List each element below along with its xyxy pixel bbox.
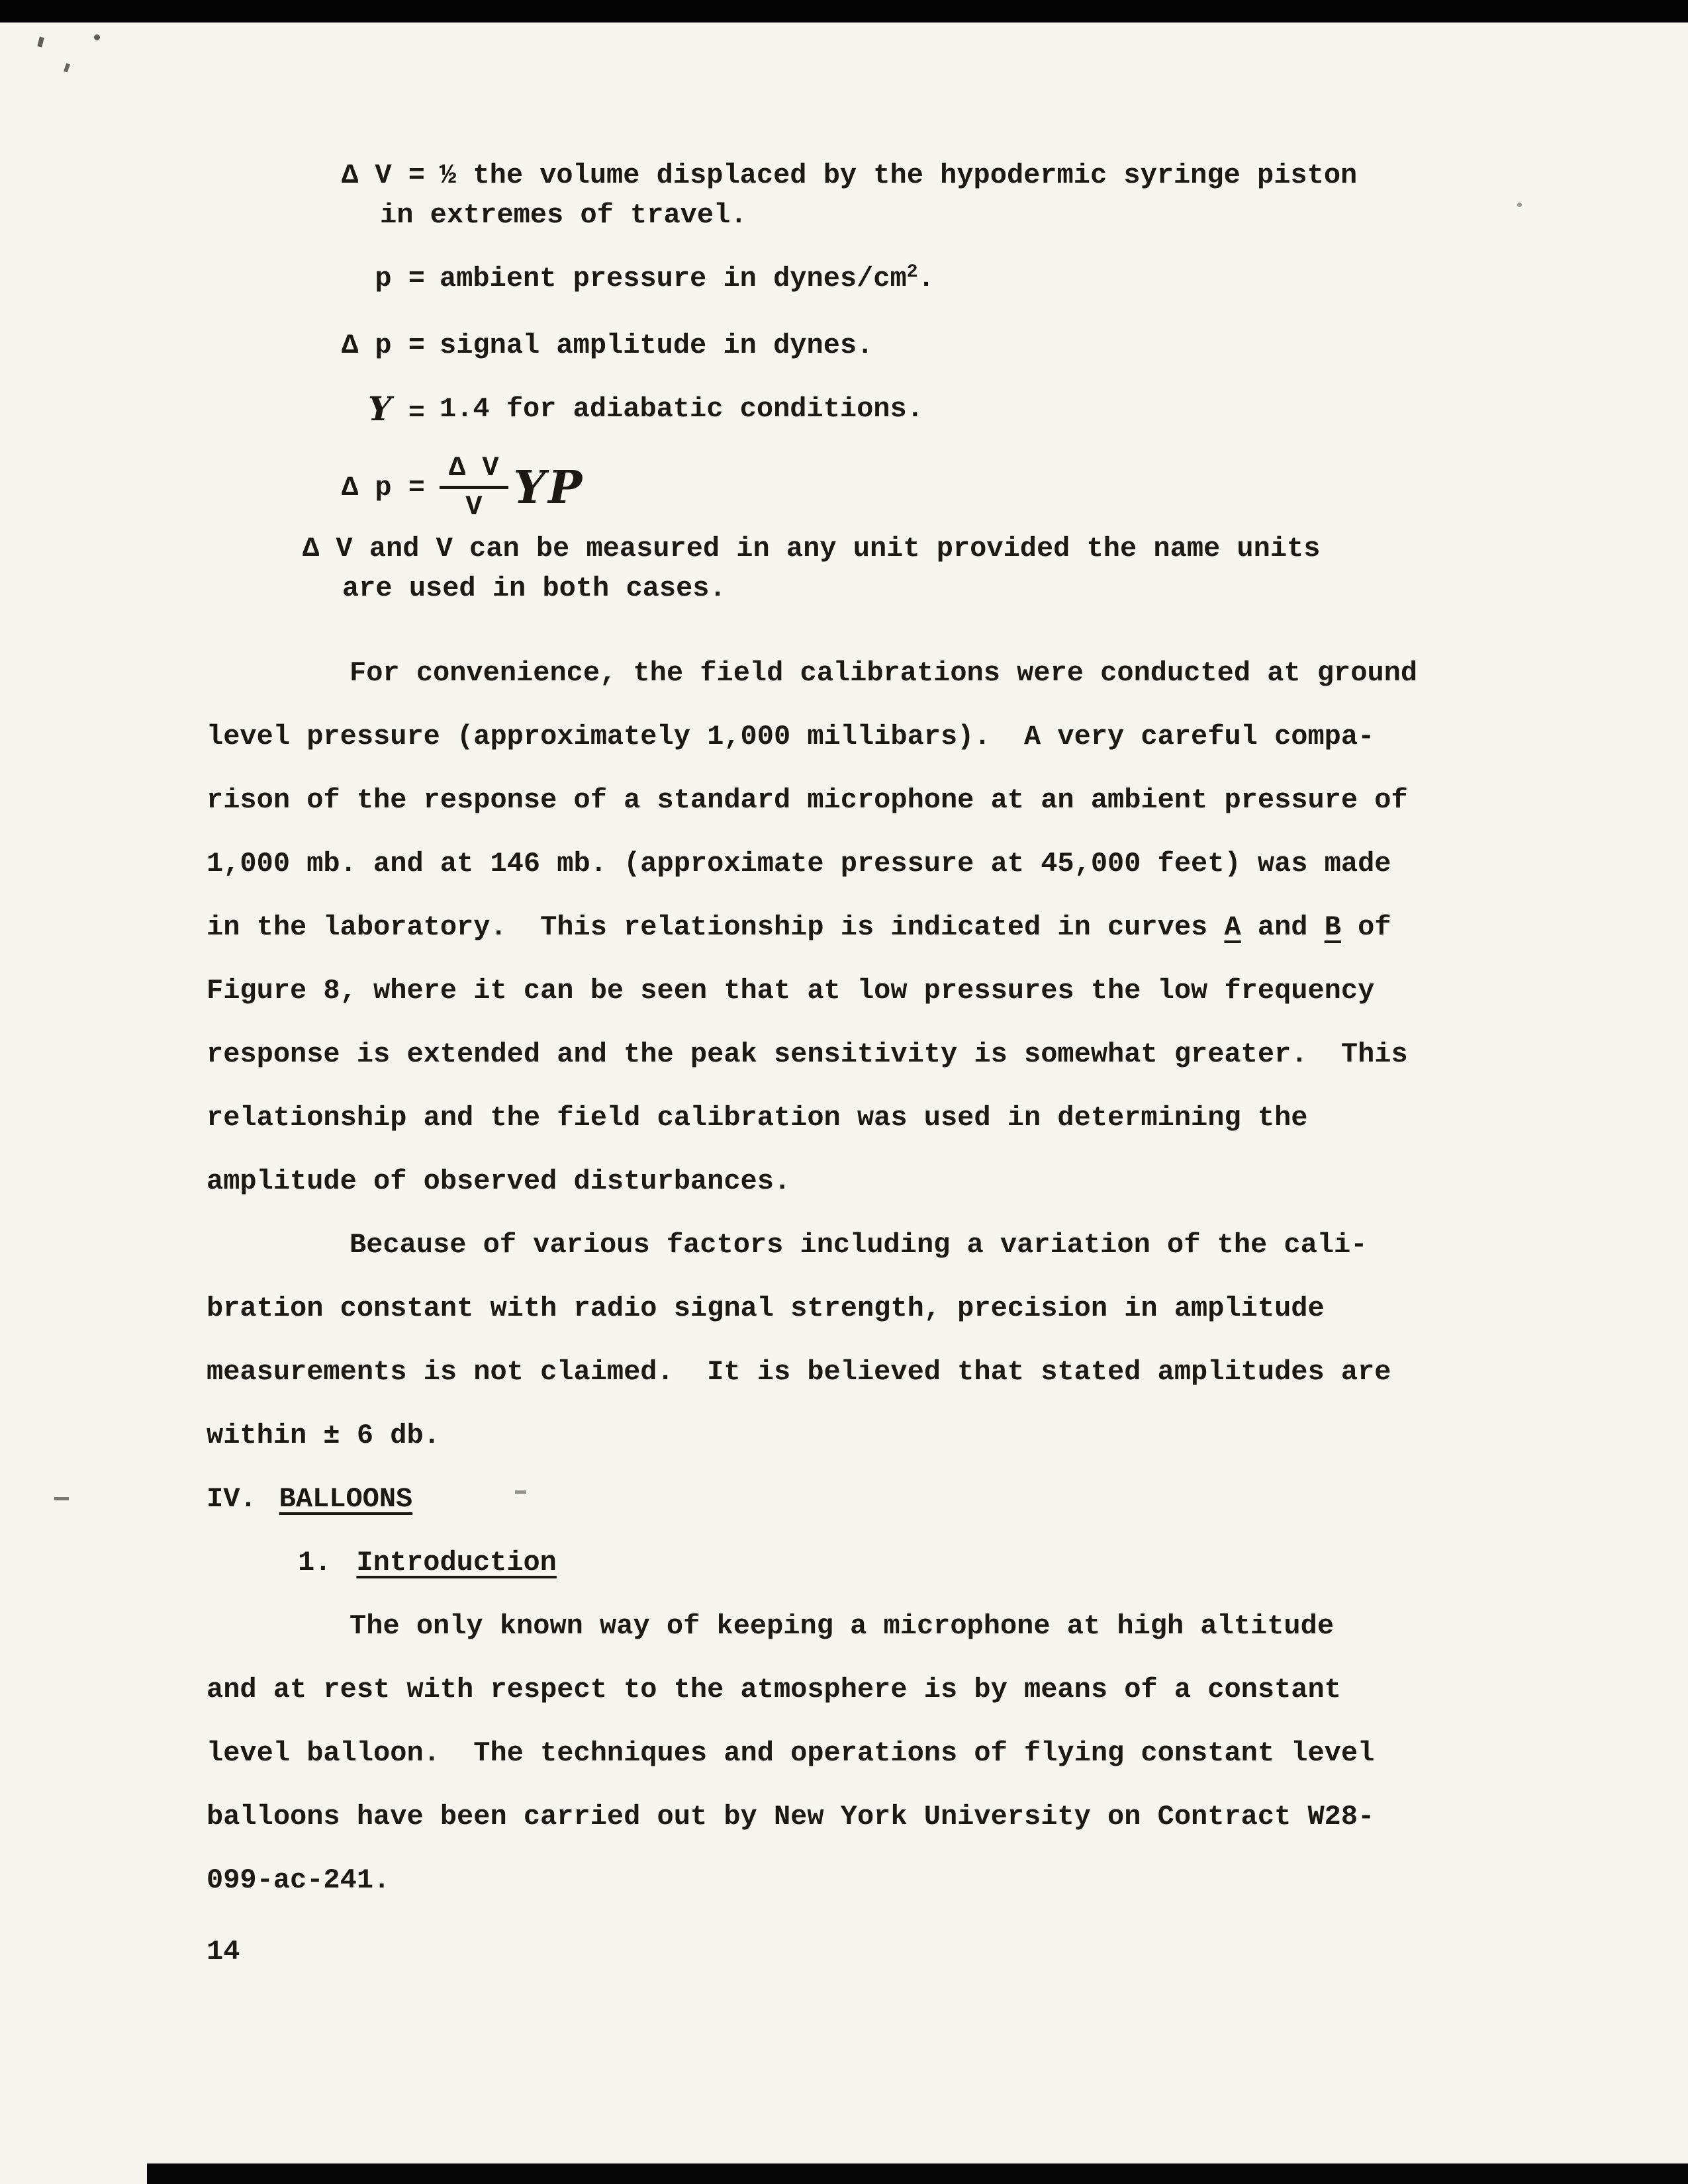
scan-speckle <box>1517 203 1522 207</box>
formula-gamma-p: ΥP <box>513 461 585 514</box>
definition-pressure <box>207 259 1464 302</box>
text-line: level pressure (approximately 1,000 millibars). A very careful compa- <box>207 721 1375 752</box>
scan-edge-top <box>0 0 1688 23</box>
paragraph-field-calibration <box>207 641 1464 1213</box>
definition-delta-p <box>207 326 1464 365</box>
subsection-heading-introduction <box>207 1531 1464 1594</box>
text-line: level balloon. The techniques and operations of flying constant level <box>207 1737 1375 1769</box>
paragraph-balloons-introduction <box>207 1594 1464 1912</box>
section-heading-balloons <box>207 1467 1464 1531</box>
gamma-symbol: Υ <box>367 389 392 428</box>
section-numeral: IV. <box>207 1483 257 1515</box>
definition-delta-v-continuation: in extremes of travel. <box>380 199 747 231</box>
pressure-amplitude-formula <box>207 453 1464 522</box>
text-line: 099-ac-241. <box>207 1864 391 1896</box>
definition-symbol: Δ p = <box>341 330 425 361</box>
scan-edge-bottom <box>147 2163 1688 2184</box>
text-line: rison of the response of a standard microphone at an ambient pressure of <box>207 784 1408 816</box>
fraction-numerator: Δ V <box>440 453 508 489</box>
formula-lhs: Δ p = <box>341 471 425 504</box>
scan-speckle <box>94 34 100 40</box>
curve-b-label: B <box>1324 911 1341 943</box>
fraction-denominator: V <box>465 491 483 523</box>
text-line: For convenience, the field calibrations were conducted at ground <box>350 657 1418 689</box>
text-line: measurements is not claimed. It is believed that stated amplitudes are <box>207 1356 1391 1388</box>
superscript-two: 2 <box>906 262 918 283</box>
definition-text: ½ the volume displaced by the hypodermic syringe piston <box>440 159 1358 191</box>
formula-note-line-2: are used in both cases. <box>342 572 726 604</box>
text-line: relationship and the field calibration was used in determining the <box>207 1102 1308 1134</box>
text-line: bration constant with radio signal strength, precision in amplitude <box>207 1293 1325 1324</box>
definition-gamma <box>207 389 1464 433</box>
formula-note-line-1: Δ V and V can be measured in any unit provided the name units <box>303 533 1321 565</box>
text-line: Because of various factors including a variation of the cali- <box>350 1229 1368 1261</box>
definition-text: 1.4 for adiabatic conditions. <box>440 393 923 425</box>
text-line: and at rest with respect to the atmosphere is by means of a constant <box>207 1674 1341 1706</box>
definition-text: signal amplitude in dynes. <box>440 330 874 361</box>
subsection-title: Introduction <box>356 1547 557 1578</box>
text-line: 1,000 mb. and at 146 mb. (approximate pressure at 45,000 feet) was made <box>207 848 1391 880</box>
definitions-list <box>207 156 1464 608</box>
scan-speckle <box>37 36 44 47</box>
text-line: The only known way of keeping a microphone at high altitude <box>350 1610 1335 1642</box>
text-line: within ± 6 db. <box>207 1420 440 1451</box>
definition-symbol: Υ = <box>367 389 425 429</box>
text-line: balloons have been carried out by New York University on Contract W28- <box>207 1801 1375 1833</box>
text-line-curves: in the laboratory. This relationship is indicated in curves A and B of <box>207 911 1391 943</box>
scan-speckle <box>64 63 70 72</box>
scan-speckle <box>54 1497 69 1500</box>
text-line: amplitude of observed disturbances. <box>207 1165 791 1197</box>
definition-text: ambient pressure in dynes/$cm^2$. <box>440 262 935 295</box>
text-line: response is extended and the peak sensitivity is somewhat greater. This <box>207 1038 1408 1070</box>
subsection-number: 1. <box>298 1547 332 1578</box>
page-content <box>207 156 1464 1972</box>
curve-a-label: A <box>1224 911 1241 943</box>
definition-delta-v <box>207 156 1464 195</box>
section-title: BALLOONS <box>279 1483 413 1515</box>
page-number: 14 <box>207 1936 240 1968</box>
definition-symbol: p = <box>375 263 425 295</box>
paragraph-amplitude-precision <box>207 1213 1464 1467</box>
definition-symbol: Δ V = <box>341 159 425 191</box>
formula-fraction <box>440 453 508 522</box>
text-line: Figure 8, where it can be seen that at low pressures the low frequency <box>207 975 1375 1007</box>
